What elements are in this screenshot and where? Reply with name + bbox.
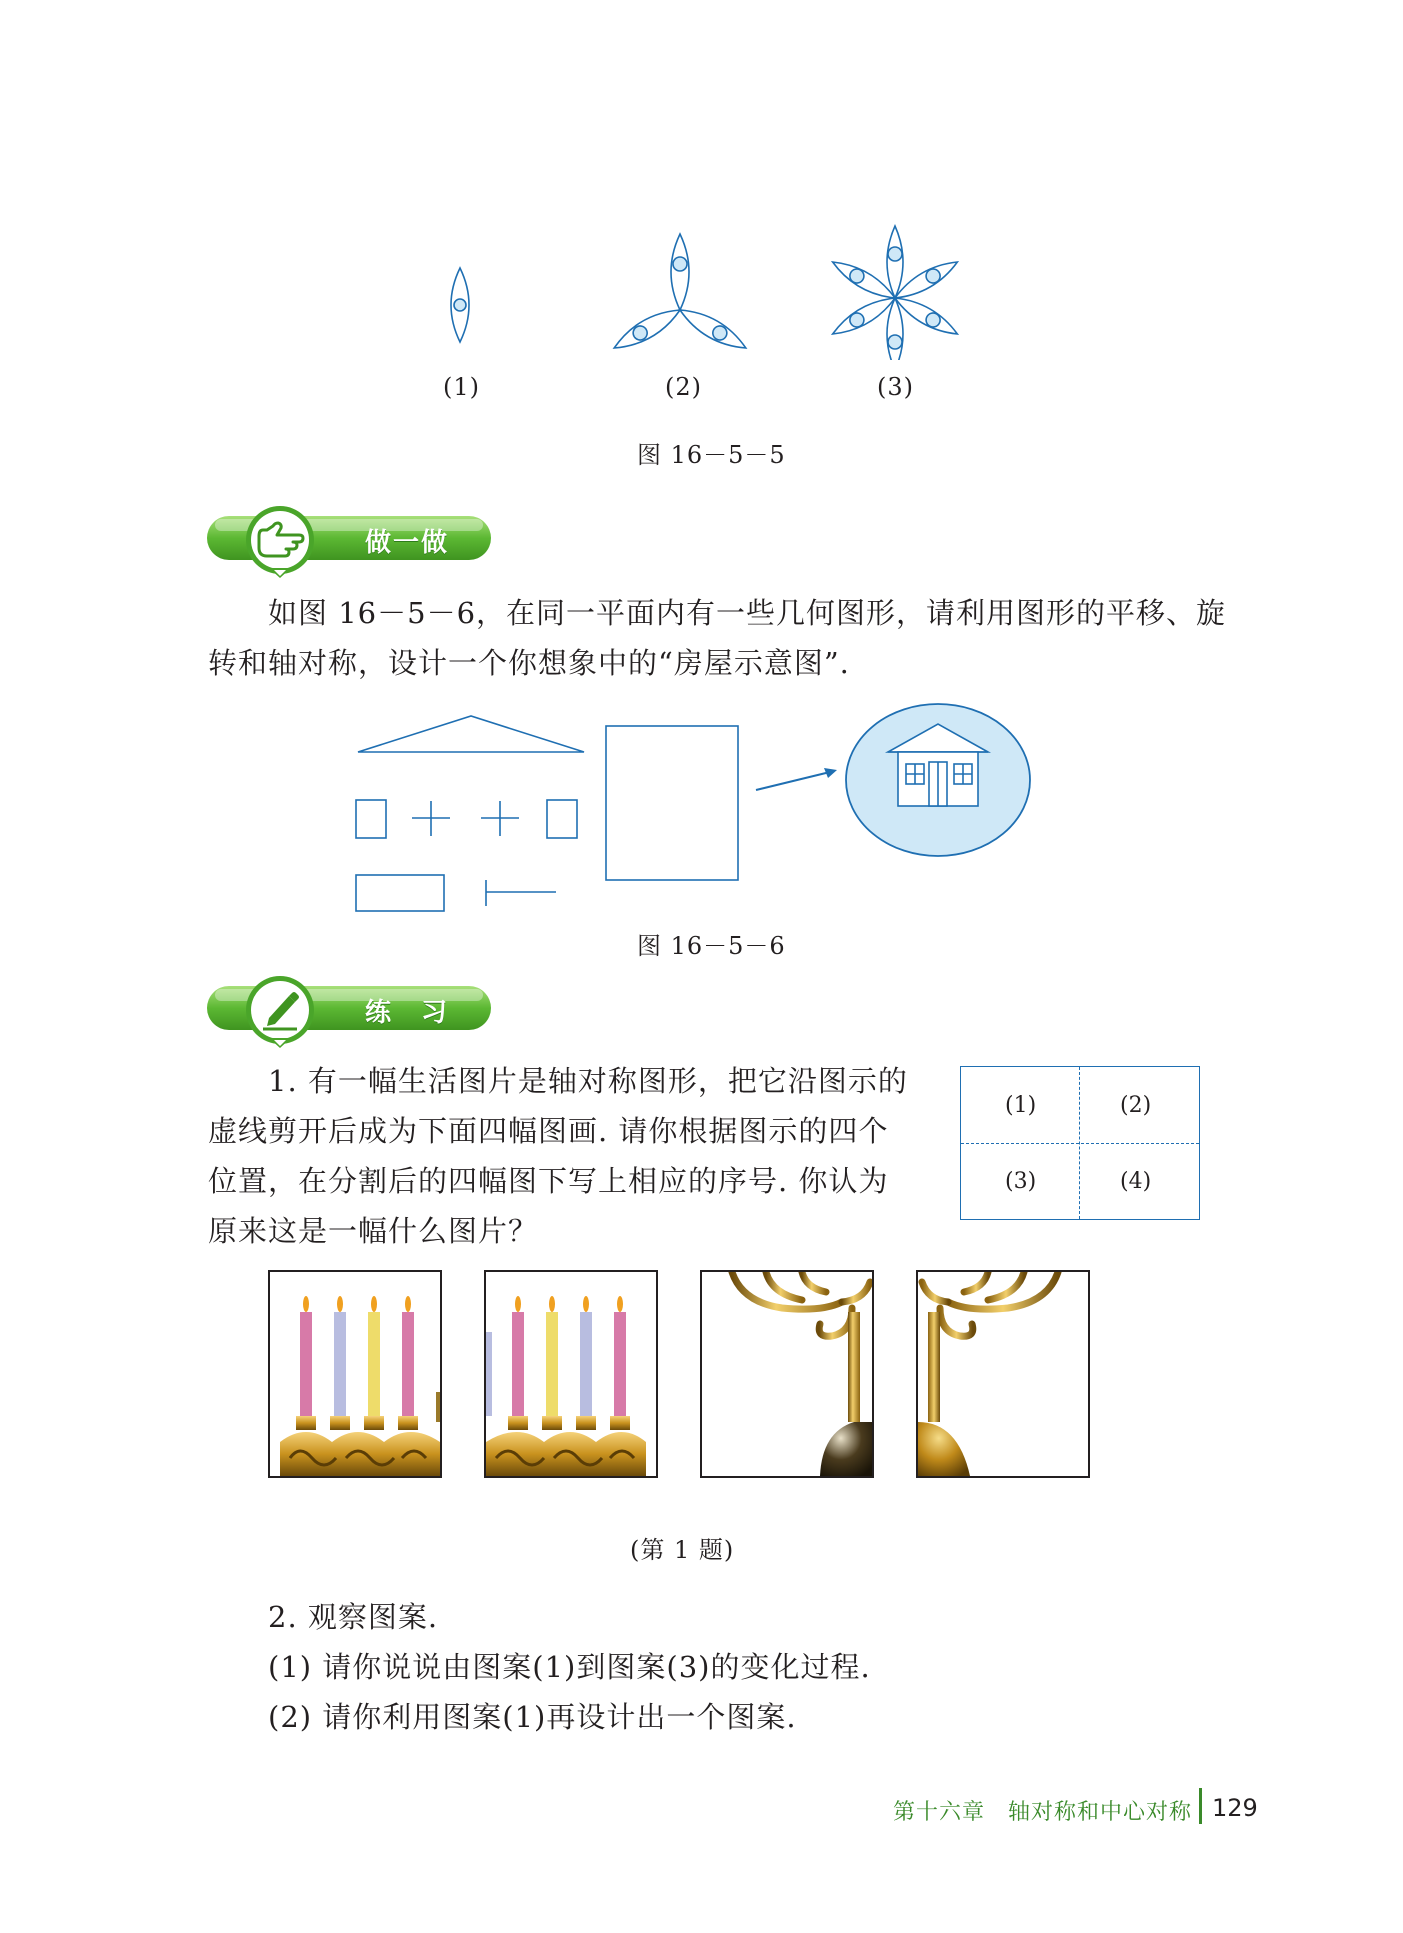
cross-right xyxy=(481,801,519,836)
q2-item-1: (1) 请你说说由图案(1)到图案(3)的变化过程. xyxy=(268,1650,871,1684)
figure-caption: 图 16－5－5 xyxy=(637,441,786,469)
section-banner-practice xyxy=(205,976,495,1051)
pencil-icon xyxy=(257,988,303,1032)
quadrant-grid xyxy=(960,1066,1200,1220)
photo-piece-candles-a xyxy=(268,1270,442,1478)
q1-line-4: 原来这是一幅什么图片？ xyxy=(208,1214,539,1248)
t-shape xyxy=(486,880,556,906)
q2-item-2: (2) 请你利用图案(1)再设计出一个图案. xyxy=(268,1700,797,1734)
section-title-practice: 练 习 xyxy=(365,998,450,1028)
grid-label-3: (3) xyxy=(1005,1169,1037,1194)
arrow-line xyxy=(756,772,830,790)
horizontal-cut-line xyxy=(961,1143,1199,1144)
pattern-2-label: (2) xyxy=(665,373,702,401)
photo-piece-base-a xyxy=(700,1270,874,1478)
pattern-3-label: (3) xyxy=(877,373,914,401)
photo-piece-candles-b xyxy=(484,1270,658,1478)
q1-caption: (第 1 题) xyxy=(630,1536,735,1564)
photo-piece-base-b xyxy=(916,1270,1090,1478)
q1-line-1: 1. 有一幅生活图片是轴对称图形，把它沿图示的 xyxy=(268,1064,908,1098)
q1-line-2: 虚线剪开后成为下面四幅图画. 请你根据图示的四个 xyxy=(208,1114,889,1148)
footer-divider xyxy=(1199,1788,1202,1824)
leaf-patterns xyxy=(420,220,1020,360)
hand-icon xyxy=(255,520,305,560)
door-rect xyxy=(356,875,444,911)
grid-label-4: (4) xyxy=(1120,1169,1152,1194)
grid-label-2: (2) xyxy=(1120,1093,1152,1118)
grid-label-1: (1) xyxy=(1005,1093,1037,1118)
triangle-roof xyxy=(358,716,584,752)
pattern-1-label: (1) xyxy=(443,373,480,401)
doit-line-1: 如图 16－5－6，在同一平面内有一些几何图形，请利用图形的平移、旋 xyxy=(268,596,1227,630)
figure-caption: 图 16－5－6 xyxy=(637,932,786,960)
doit-line-2: 转和轴对称，设计一个你想象中的“房屋示意图”. xyxy=(208,646,850,680)
pattern-2 xyxy=(610,234,751,356)
section-banner-doit xyxy=(205,506,495,581)
small-rect-right xyxy=(547,800,577,838)
cross-left xyxy=(412,801,450,836)
section-title-doit: 做一做 xyxy=(365,528,450,558)
pattern-3 xyxy=(829,226,962,360)
footer-chapter: 第十六章 轴对称和中心对称 xyxy=(893,1800,1193,1825)
q2-line: 2. 观察图案. xyxy=(268,1600,439,1634)
q1-line-3: 位置，在分割后的四幅图下写上相应的序号. 你认为 xyxy=(208,1164,889,1198)
big-rect xyxy=(606,726,738,880)
banner-background xyxy=(205,506,495,581)
pattern-1 xyxy=(451,268,469,342)
small-rect-left xyxy=(356,800,386,838)
figure-16-5-6 xyxy=(340,700,1060,920)
banner-background xyxy=(205,976,495,1051)
page-number: 129 xyxy=(1212,1794,1258,1822)
